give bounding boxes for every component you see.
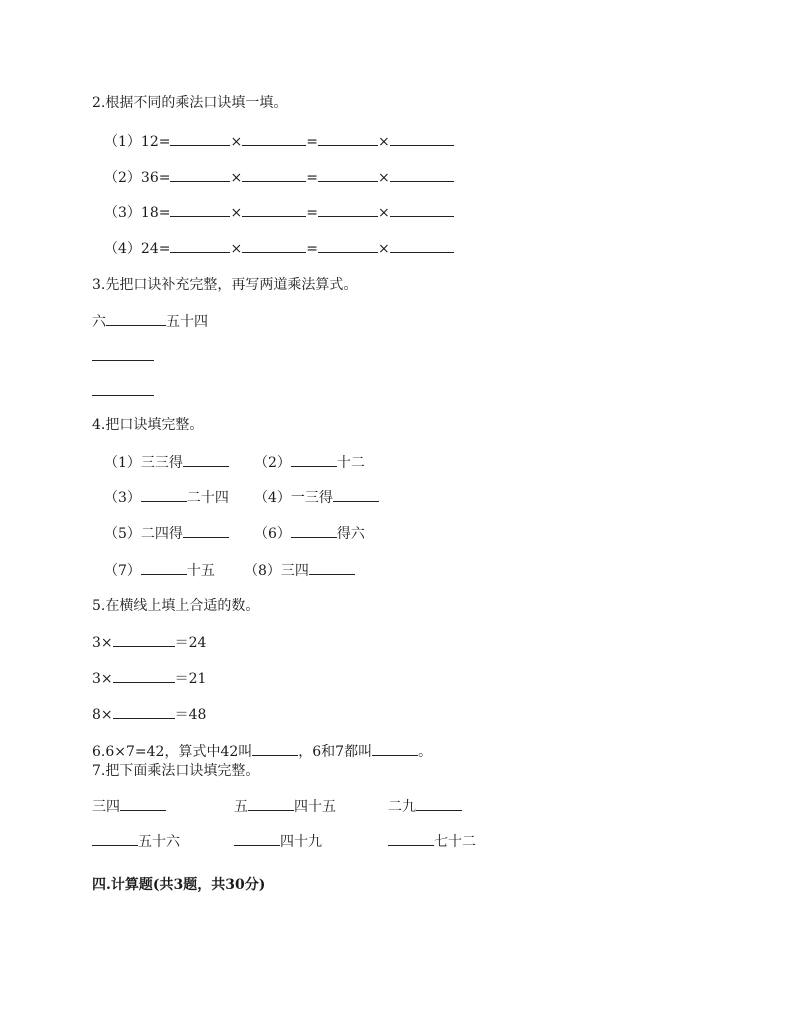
q5-item-2 bbox=[92, 670, 206, 688]
q4-item-number: （3） bbox=[104, 490, 141, 506]
q6-part2: ，6和7都叫 bbox=[298, 744, 373, 760]
q4-item-number: （1） bbox=[104, 455, 141, 471]
q7-item-post: 五十六 bbox=[138, 834, 180, 850]
answer-blank[interactable] bbox=[113, 670, 175, 683]
q2-item-number: （2） bbox=[104, 170, 141, 186]
q6-part3: 。 bbox=[418, 744, 433, 760]
times-sign: × bbox=[377, 205, 390, 221]
q3-left: 六 bbox=[92, 314, 106, 330]
answer-blank[interactable] bbox=[318, 133, 378, 146]
q7-row1-item-3 bbox=[388, 798, 462, 816]
q4-item-7 bbox=[104, 562, 215, 580]
answer-blank[interactable] bbox=[106, 313, 166, 326]
q4-item-6 bbox=[254, 525, 365, 543]
q4-item-number: （8） bbox=[244, 563, 281, 579]
q4-item-pre: 一三得 bbox=[290, 490, 333, 506]
q2-item-4 bbox=[104, 240, 454, 258]
answer-blank[interactable] bbox=[248, 798, 294, 811]
answer-blank[interactable] bbox=[291, 454, 337, 467]
q2-item-2 bbox=[104, 169, 454, 187]
q2-item-value: 18= bbox=[140, 205, 171, 221]
q5-item-pre: 3× bbox=[92, 671, 113, 687]
q4-item-post: 二十四 bbox=[186, 490, 229, 506]
answer-blank[interactable] bbox=[170, 240, 230, 253]
answer-blank[interactable] bbox=[242, 240, 306, 253]
equals-sign: = bbox=[306, 134, 318, 150]
times-sign: × bbox=[377, 134, 390, 150]
q4-item-number: （4） bbox=[254, 490, 291, 506]
q2-item-value: 24= bbox=[140, 241, 171, 257]
q5-item-post: ＝48 bbox=[174, 707, 207, 723]
answer-blank[interactable] bbox=[141, 562, 187, 575]
times-sign: × bbox=[377, 170, 390, 186]
q4-item-1 bbox=[104, 454, 229, 472]
q3-formula bbox=[92, 313, 208, 331]
times-sign: × bbox=[230, 134, 243, 150]
q5-item-pre: 8× bbox=[92, 707, 113, 723]
q7-row1-item-1 bbox=[92, 798, 166, 816]
q7-row1-item-2 bbox=[234, 798, 336, 816]
q2-item-number: （1） bbox=[104, 134, 141, 150]
q7-row2-item-2 bbox=[234, 833, 322, 851]
q7-item-post: 四十九 bbox=[280, 834, 322, 850]
q5-item-3 bbox=[92, 706, 206, 724]
q5-item-pre: 3× bbox=[92, 635, 113, 651]
answer-blank[interactable] bbox=[390, 204, 454, 217]
answer-blank[interactable] bbox=[242, 133, 306, 146]
answer-blank[interactable] bbox=[372, 743, 418, 756]
q4-item-2 bbox=[254, 454, 365, 472]
q2-item-1 bbox=[104, 133, 454, 151]
q7-item-post: 七十二 bbox=[434, 834, 476, 850]
q6-line bbox=[92, 743, 432, 761]
times-sign: × bbox=[230, 170, 243, 186]
times-sign: × bbox=[230, 241, 243, 257]
answer-blank[interactable] bbox=[291, 525, 337, 538]
q4-item-3 bbox=[104, 489, 229, 507]
answer-blank[interactable] bbox=[92, 833, 138, 846]
q7-item-pre: 二九 bbox=[388, 799, 416, 815]
q2-item-3 bbox=[104, 204, 454, 222]
q7-title: 7.把下面乘法口诀填完整。 bbox=[92, 763, 260, 779]
q4-item-post: 得六 bbox=[336, 526, 365, 542]
answer-blank[interactable] bbox=[120, 798, 166, 811]
q2-item-value: 36= bbox=[140, 170, 171, 186]
answer-blank[interactable] bbox=[170, 204, 230, 217]
answer-blank[interactable] bbox=[170, 169, 230, 182]
answer-blank[interactable] bbox=[242, 204, 306, 217]
times-sign: × bbox=[377, 241, 390, 257]
q4-item-number: （7） bbox=[104, 563, 141, 579]
answer-blank[interactable] bbox=[318, 169, 378, 182]
q4-item-number: （5） bbox=[104, 526, 141, 542]
q7-item-pre: 五 bbox=[234, 799, 248, 815]
answer-blank[interactable] bbox=[388, 833, 434, 846]
q7-item-pre: 三四 bbox=[92, 799, 120, 815]
times-sign: × bbox=[230, 205, 243, 221]
q2-item-value: 12= bbox=[140, 134, 171, 150]
q5-title: 5.在横线上填上合适的数。 bbox=[92, 598, 260, 614]
answer-blank[interactable] bbox=[242, 169, 306, 182]
answer-blank[interactable] bbox=[333, 489, 379, 502]
q4-item-5 bbox=[104, 525, 229, 543]
answer-blank[interactable] bbox=[113, 706, 175, 719]
q5-item-post: ＝24 bbox=[174, 635, 207, 651]
q4-title: 4.把口诀填完整。 bbox=[92, 417, 204, 433]
q4-item-number: （2） bbox=[254, 455, 291, 471]
q4-item-pre: 三三得 bbox=[140, 455, 183, 471]
answer-blank[interactable] bbox=[234, 833, 280, 846]
answer-blank[interactable] bbox=[309, 562, 355, 575]
answer-blank[interactable] bbox=[92, 348, 154, 361]
q7-row2-item-3 bbox=[388, 833, 476, 851]
answer-blank[interactable] bbox=[416, 798, 462, 811]
q7-item-post: 四十五 bbox=[294, 799, 336, 815]
q5-item-1 bbox=[92, 634, 206, 652]
q3-answer-line-2 bbox=[92, 383, 154, 401]
answer-blank[interactable] bbox=[113, 634, 175, 647]
answer-blank[interactable] bbox=[183, 525, 229, 538]
q6-part1: 6.6×7=42，算式中42叫 bbox=[92, 744, 253, 760]
equals-sign: = bbox=[306, 241, 318, 257]
answer-blank[interactable] bbox=[141, 489, 187, 502]
q2-title: 2.根据不同的乘法口诀填一填。 bbox=[92, 95, 288, 111]
answer-blank[interactable] bbox=[390, 240, 454, 253]
q5-item-post: ＝21 bbox=[174, 671, 207, 687]
q4-item-number: （6） bbox=[254, 526, 291, 542]
section-4-heading: 四.计算题(共3题，共30分) bbox=[92, 877, 266, 893]
q4-item-4 bbox=[254, 489, 379, 507]
q3-title: 3.先把口诀补充完整，再写两道乘法算式。 bbox=[92, 277, 358, 293]
q4-item-8 bbox=[244, 562, 355, 580]
q2-item-number: （3） bbox=[104, 205, 141, 221]
answer-blank[interactable] bbox=[183, 454, 229, 467]
q2-item-number: （4） bbox=[104, 241, 141, 257]
equals-sign: = bbox=[306, 205, 318, 221]
answer-blank[interactable] bbox=[92, 383, 154, 396]
q4-item-post: 十二 bbox=[336, 455, 365, 471]
answer-blank[interactable] bbox=[318, 240, 378, 253]
equals-sign: = bbox=[306, 170, 318, 186]
q3-answer-line-1 bbox=[92, 348, 154, 366]
answer-blank[interactable] bbox=[390, 133, 454, 146]
answer-blank[interactable] bbox=[252, 743, 298, 756]
q7-row2-item-1 bbox=[92, 833, 180, 851]
q3-right: 五十四 bbox=[166, 314, 208, 330]
answer-blank[interactable] bbox=[390, 169, 454, 182]
q4-item-post: 十五 bbox=[186, 563, 215, 579]
q4-item-pre: 二四得 bbox=[140, 526, 183, 542]
answer-blank[interactable] bbox=[170, 133, 230, 146]
q4-item-pre: 三四 bbox=[280, 563, 309, 579]
answer-blank[interactable] bbox=[318, 204, 378, 217]
